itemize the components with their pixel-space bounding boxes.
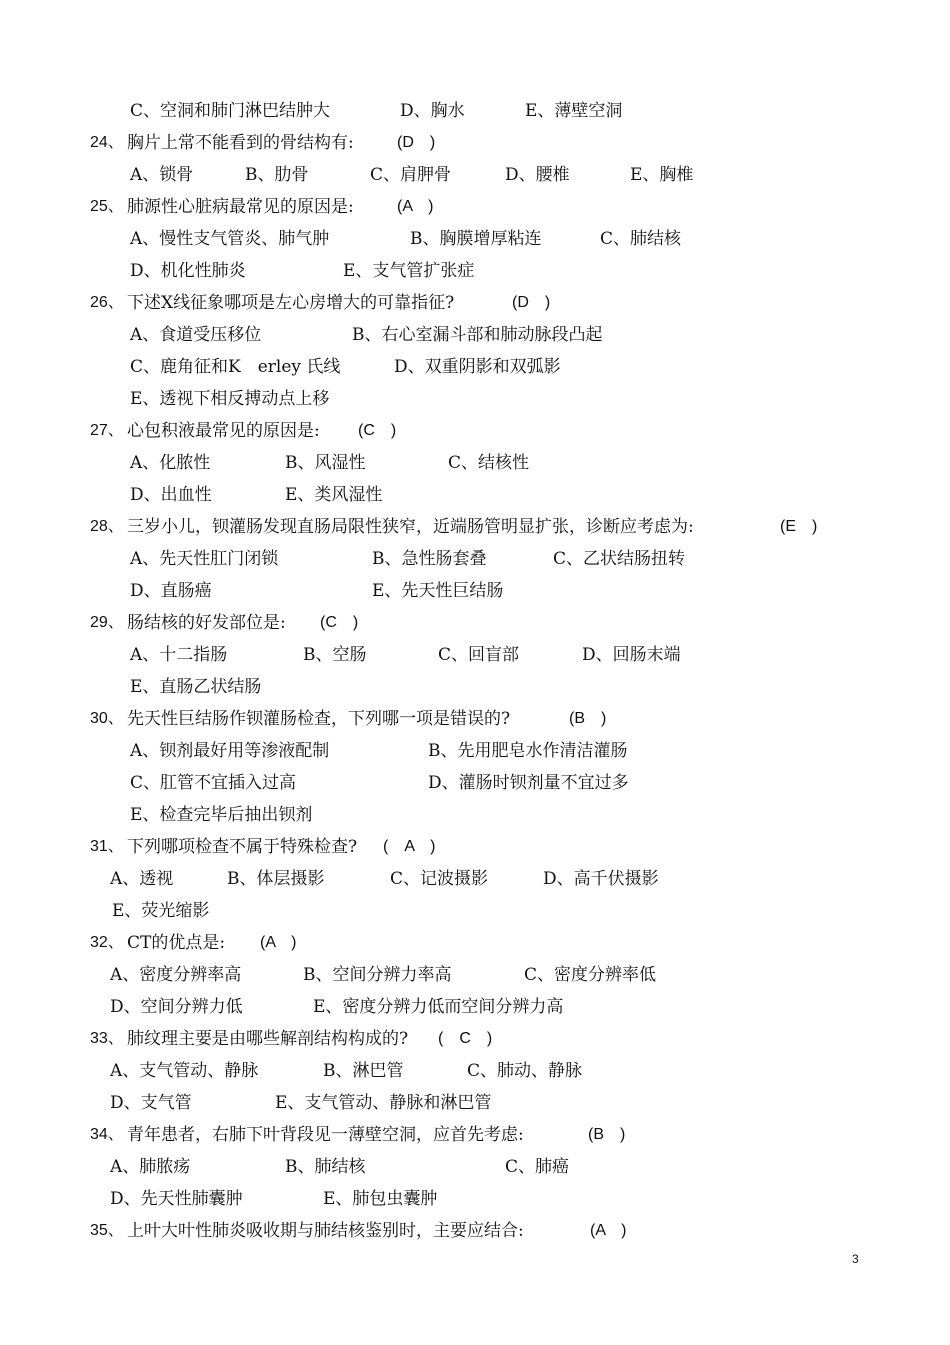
option-line bbox=[0, 1183, 950, 1215]
question-text: 肠结核的好发部位是: bbox=[127, 613, 286, 633]
option-b: B、右心室漏斗部和肺动脉段凸起 bbox=[352, 325, 603, 345]
option-e: E、支气管扩张症 bbox=[343, 261, 475, 281]
option-c: C、记波摄影 bbox=[390, 869, 489, 889]
option-line bbox=[0, 383, 950, 415]
answer: (E ) bbox=[780, 518, 818, 535]
question-31 bbox=[0, 831, 950, 863]
answer: (D ) bbox=[397, 134, 436, 151]
question-text: 先天性巨结肠作钡灌肠检查，下列哪一项是错误的? bbox=[127, 709, 511, 729]
option-line bbox=[0, 575, 950, 607]
answer: (A ) bbox=[397, 198, 434, 215]
question-27 bbox=[0, 415, 950, 447]
option-d: D、先天性肺囊肿 bbox=[110, 1189, 243, 1209]
option-line bbox=[0, 255, 950, 287]
option-e: E、肺包虫囊肿 bbox=[323, 1189, 438, 1209]
option-b: B、风湿性 bbox=[285, 453, 366, 473]
question-number: 24、 bbox=[90, 134, 124, 151]
option-d: D、回肠末端 bbox=[582, 645, 681, 665]
option-line bbox=[0, 959, 950, 991]
option-a: A、钡剂最好用等渗液配制 bbox=[130, 741, 330, 761]
question-number: 35、 bbox=[90, 1222, 124, 1239]
question-35 bbox=[0, 1215, 950, 1247]
option-line bbox=[0, 895, 950, 927]
option-b: B、肋骨 bbox=[245, 165, 309, 185]
option-c: C、肺动、静脉 bbox=[467, 1061, 583, 1081]
option-a: A、透视 bbox=[110, 869, 174, 889]
option-c: C、结核性 bbox=[448, 453, 530, 473]
option-c: C、肺结核 bbox=[600, 229, 682, 249]
option-c: C、肺癌 bbox=[505, 1157, 570, 1177]
question-number: 31、 bbox=[90, 838, 124, 855]
option-e: E、先天性巨结肠 bbox=[372, 581, 504, 601]
option-b: B、体层摄影 bbox=[227, 869, 325, 889]
option-d: D、出血性 bbox=[130, 485, 212, 505]
option-line bbox=[0, 159, 950, 191]
option-e: E、直肠乙状结肠 bbox=[130, 677, 262, 697]
option-c: C、空洞和肺门淋巴结肿大 bbox=[130, 101, 331, 121]
option-c: C、肛管不宜插入过高 bbox=[130, 773, 297, 793]
option-line bbox=[0, 863, 950, 895]
option-d: D、直肠癌 bbox=[130, 581, 212, 601]
question-25 bbox=[0, 191, 950, 223]
option-line bbox=[0, 223, 950, 255]
question-30 bbox=[0, 703, 950, 735]
question-number: 33、 bbox=[90, 1030, 124, 1047]
option-line bbox=[0, 1151, 950, 1183]
option-b: B、胸膜增厚粘连 bbox=[410, 229, 542, 249]
option-b: B、先用肥皂水作清洁灌肠 bbox=[428, 741, 628, 761]
option-a: A、肺脓疡 bbox=[110, 1157, 191, 1177]
question-34 bbox=[0, 1119, 950, 1151]
option-d: D、腰椎 bbox=[505, 165, 570, 185]
answer: (C ) bbox=[320, 614, 359, 631]
option-line bbox=[0, 447, 950, 479]
option-a: A、支气管动、静脉 bbox=[110, 1061, 259, 1081]
option-b: B、空间分辨力率高 bbox=[303, 965, 452, 985]
option-line bbox=[0, 1055, 950, 1087]
question-number: 34、 bbox=[90, 1126, 124, 1143]
option-e: E、支气管动、静脉和淋巴管 bbox=[275, 1093, 492, 1113]
option-d: D、空间分辨力低 bbox=[110, 997, 243, 1017]
question-26 bbox=[0, 287, 950, 319]
question-text: 下述X线征象哪项是左心房增大的可靠指征? bbox=[127, 293, 455, 313]
option-a: A、慢性支气管炎、肺气肿 bbox=[130, 229, 330, 249]
option-e: E、检查完毕后抽出钡剂 bbox=[130, 805, 313, 825]
option-b: B、淋巴管 bbox=[323, 1061, 404, 1081]
question-28 bbox=[0, 511, 950, 543]
option-a: A、食道受压移位 bbox=[130, 325, 262, 345]
option-line bbox=[0, 319, 950, 351]
answer: (C ) bbox=[358, 422, 397, 439]
answer: ( C ) bbox=[438, 1030, 493, 1047]
option-e: E、类风湿性 bbox=[285, 485, 383, 505]
option-b: B、空肠 bbox=[303, 645, 367, 665]
option-d: D、胸水 bbox=[400, 101, 465, 121]
option-d: D、高千伏摄影 bbox=[543, 869, 659, 889]
option-e: E、透视下相反搏动点上移 bbox=[130, 389, 330, 409]
option-c: C、回盲部 bbox=[438, 645, 520, 665]
option-a: A、先天性肛门闭锁 bbox=[130, 549, 279, 569]
option-d: D、机化性肺炎 bbox=[130, 261, 246, 281]
question-number: 29、 bbox=[90, 614, 124, 631]
question-text: 三岁小儿，钡灌肠发现直肠局限性狭窄，近端肠管明显扩张，诊断应考虑为: bbox=[127, 517, 694, 537]
option-line bbox=[0, 767, 950, 799]
option-e: E、薄壁空洞 bbox=[525, 101, 623, 121]
answer: (B ) bbox=[588, 1126, 626, 1143]
option-line bbox=[0, 735, 950, 767]
question-number: 25、 bbox=[90, 198, 124, 215]
option-line bbox=[0, 991, 950, 1023]
option-line bbox=[0, 799, 950, 831]
question-29 bbox=[0, 607, 950, 639]
option-line bbox=[0, 639, 950, 671]
question-32 bbox=[0, 927, 950, 959]
option-d: D、双重阴影和双弧影 bbox=[394, 357, 561, 377]
question-text: 心包积液最常见的原因是: bbox=[127, 421, 320, 441]
answer: ( A ) bbox=[383, 838, 436, 855]
option-a: A、密度分辨率高 bbox=[110, 965, 242, 985]
option-c: C、肩胛骨 bbox=[370, 165, 452, 185]
option-d: D、灌肠时钡剂量不宜过多 bbox=[428, 773, 629, 793]
answer: (A ) bbox=[260, 934, 297, 951]
option-b: B、肺结核 bbox=[285, 1157, 366, 1177]
option-line bbox=[0, 1087, 950, 1119]
question-number: 30、 bbox=[90, 710, 124, 727]
question-number: 26、 bbox=[90, 294, 124, 311]
answer: (B ) bbox=[569, 710, 607, 727]
question-text: 青年患者，右肺下叶背段见一薄壁空洞，应首先考虑: bbox=[127, 1125, 524, 1145]
question-text: 上叶大叶性肺炎吸收期与肺结核鉴别时，主要应结合: bbox=[127, 1221, 524, 1241]
option-a: A、十二指肠 bbox=[130, 645, 228, 665]
answer: (D ) bbox=[512, 294, 551, 311]
question-number: 32、 bbox=[90, 934, 124, 951]
question-33 bbox=[0, 1023, 950, 1055]
question-text: CT的优点是: bbox=[127, 933, 226, 953]
option-line bbox=[0, 479, 950, 511]
option-c: C、鹿角征和K erley 氏线 bbox=[130, 357, 341, 377]
option-e: E、荧光缩影 bbox=[112, 901, 210, 921]
option-c: C、密度分辨率低 bbox=[524, 965, 657, 985]
answer: (A ) bbox=[590, 1222, 627, 1239]
option-line bbox=[0, 95, 950, 127]
question-text: 胸片上常不能看到的骨结构有: bbox=[127, 133, 354, 153]
option-line bbox=[0, 543, 950, 575]
option-a: A、锁骨 bbox=[130, 165, 194, 185]
option-c: C、乙状结肠扭转 bbox=[553, 549, 686, 569]
option-line bbox=[0, 351, 950, 383]
question-number: 28、 bbox=[90, 518, 124, 535]
page-number: 3 bbox=[852, 1252, 859, 1266]
option-a: A、化脓性 bbox=[130, 453, 211, 473]
question-text: 肺源性心脏病最常见的原因是: bbox=[127, 197, 354, 217]
option-line bbox=[0, 671, 950, 703]
question-number: 27、 bbox=[90, 422, 124, 439]
question-text: 肺纹理主要是由哪些解剖结构构成的? bbox=[127, 1029, 409, 1049]
question-24 bbox=[0, 127, 950, 159]
question-text: 下列哪项检查不属于特殊检查? bbox=[127, 837, 358, 857]
option-e: E、胸椎 bbox=[630, 165, 694, 185]
option-d: D、支气管 bbox=[110, 1093, 192, 1113]
option-b: B、急性肠套叠 bbox=[372, 549, 487, 569]
option-e: E、密度分辨力低而空间分辨力高 bbox=[313, 997, 564, 1017]
